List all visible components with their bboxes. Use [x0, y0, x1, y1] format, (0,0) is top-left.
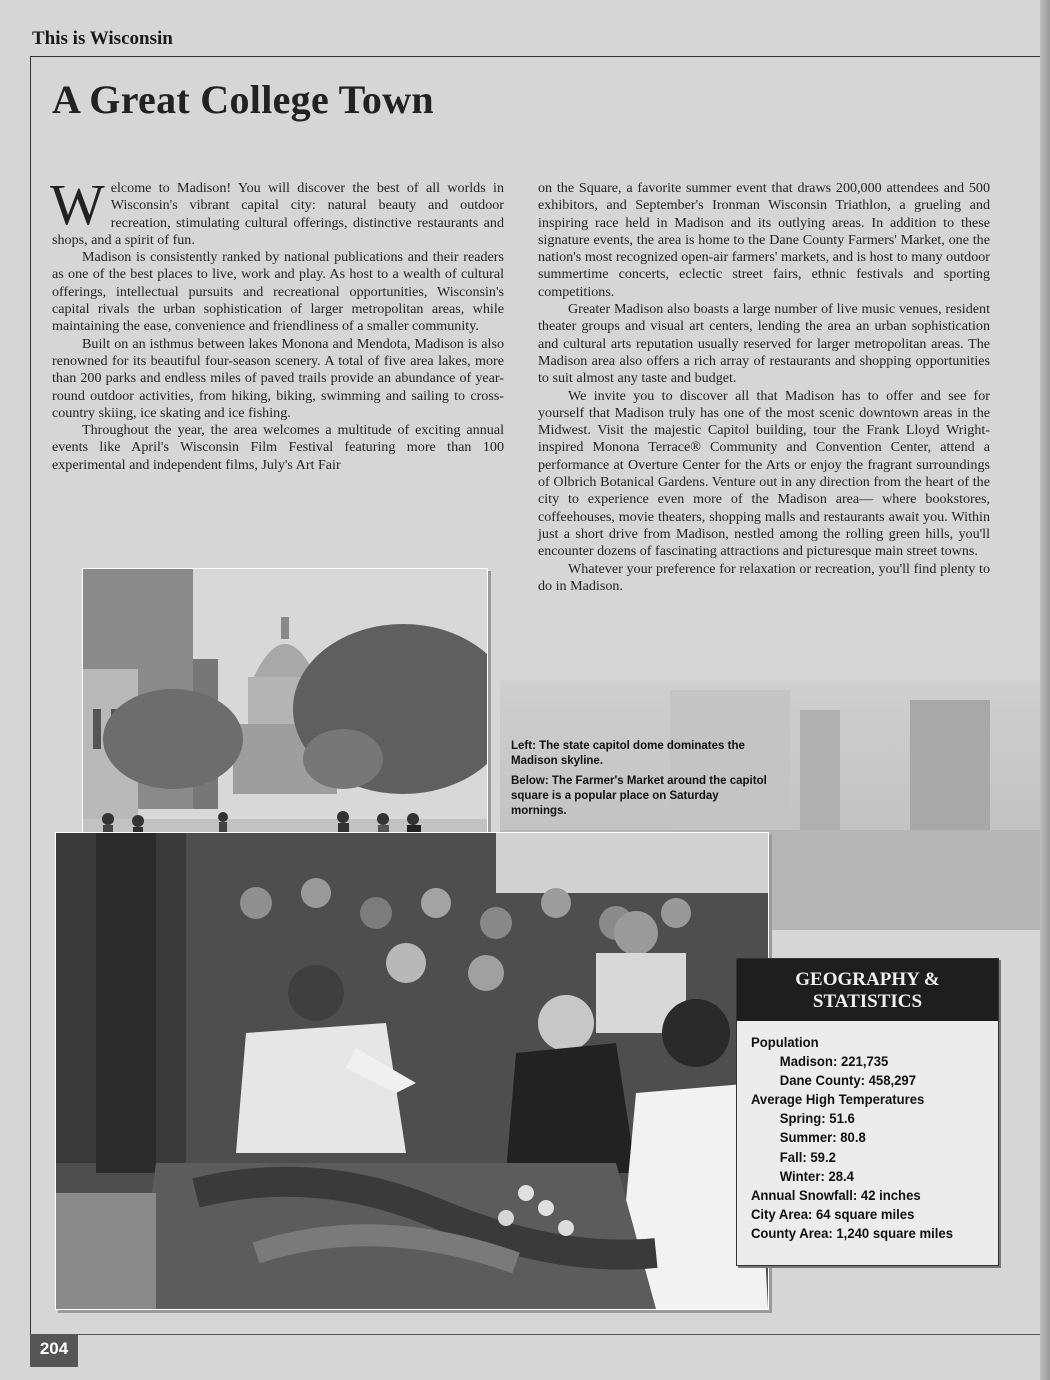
farmers-market-photo-image — [56, 833, 768, 1309]
frame-rule-bottom — [30, 1334, 1040, 1335]
frame-rule-left — [30, 56, 31, 1334]
stats-summer-temp: Summer: 80.8 — [779, 1129, 866, 1146]
stats-fall-temp: Fall: 59.2 — [779, 1148, 836, 1165]
stats-spring-temp: Spring: 51.6 — [779, 1110, 855, 1127]
capitol-photo — [82, 568, 488, 874]
article-column-left — [50, 172, 504, 474]
stats-title: GEOGRAPHY & STATISTICS — [737, 959, 998, 1021]
stats-population-label: Population — [750, 1034, 819, 1050]
section-label: This is Wisconsin — [32, 28, 173, 49]
geography-statistics-box — [736, 958, 999, 1266]
article-title: A Great College Town — [52, 77, 434, 122]
paragraph: Whatever your preference for relaxation or recreation, you'll find plenty to do in Madison. — [538, 560, 990, 594]
paragraph: Greater Madison also boasts a large number of live music venues, resident theater groups and visual art centers, lending the area an urban sophistication and cultural arts reputation usually reserved for larger metropolitan areas. The Madison area also offers a rich array of restaurants and shopping opportunities to suit almost any taste and budget. — [538, 301, 990, 387]
frame-rule-top — [30, 56, 1040, 57]
page-edge-shadow — [1040, 0, 1050, 1380]
capitol-photo-image — [83, 569, 487, 873]
article-column-right — [538, 180, 990, 595]
paragraph: on the Square, a favorite summer event that draws 200,000 attendees and 500 exhibitors, and September's Ironman Wisconsin Triathlon, a grueling and inspiring race held in Madison and its outlying areas. In addition to these signature events, the area is home to the Dane County Farmers' Market, one the nation's most recognized open-air farmers' markets, and is host to many outdoor summertime concerts, eclectic street fairs, ethnic festivals and sporting competitions. — [538, 180, 990, 300]
drop-cap: W — [50, 172, 105, 237]
stats-temperatures-label: Average High Temperatures — [750, 1091, 925, 1108]
paragraph: Built on an isthmus between lakes Monona and Mendota, Madison is also renowned for its beautiful four-season scenery. A total of five area lakes, more than 200 parks and endless miles of paved trails provide an abundance of year-round outdoor activities, from hiking, biking, swimming and sailing to cross-country skiing, ice skating and ice fishing. — [52, 335, 504, 421]
caption-market: Below: The Farmer's Market around the capitol square is a popular place on Saturday mornings. — [511, 775, 767, 817]
stats-city-area: City Area: 64 square miles — [750, 1205, 915, 1222]
stats-winter-temp: Winter: 28.4 — [779, 1167, 854, 1184]
caption-capitol: Left: The state capitol dome dominates the Madison skyline. — [511, 740, 745, 767]
stats-snowfall: Annual Snowfall: 42 inches — [750, 1186, 921, 1203]
stats-body — [737, 1021, 980, 1243]
paragraph: Throughout the year, the area welcomes a multitude of exciting annual events like April's Wisconsin Film Festival featuring more than 100 experimental and independent films, July's Art Fair — [52, 422, 504, 473]
stats-dane-county-population: Dane County: 458,297 — [779, 1072, 917, 1089]
paragraph: Welcome to Madison! You will discover the best of all worlds in Wisconsin's vibrant capital city: natural beauty and outdoor recreation, stimulating cultural offerings, distinctive restaurants and shops, and a spirit of fun. — [50, 172, 504, 248]
stats-madison-population: Madison: 221,735 — [779, 1053, 889, 1070]
page-number: 204 — [30, 1335, 78, 1367]
paragraph: Madison is consistently ranked by national publications and their readers as one of the best places to live, work and play. As host to a wealth of cultural offerings, intellectual pursuits and recreational opportunities, Wisconsin's capital rivals the urban sophistication of larger metropolitan areas, while maintaining the ease, convenience and friendliness of a smaller community. — [52, 249, 504, 335]
stats-county-area: County Area: 1,240 square miles — [750, 1224, 953, 1241]
farmers-market-photo — [55, 832, 769, 1310]
paragraph: We invite you to discover all that Madison has to offer and see for yourself that Madison truly has one of the most scenic downtown areas in the Midwest. Visit the majestic Capitol building, tour the Frank Lloyd Wright-inspired Monona Terrace® Community and Convention Center, attend a performance at Overture Center for the Arts or enjoy the fragrant surroundings of Olbrich Botanical Gardens. Venture out in any direction from the heart of the city to experience even more of the Madison area— where bookstores, coffeehouses, movie theaters, shopping malls and restaurants await you. Within just a short drive from Madison, nestled among the rolling green hills, you'll encounter dozens of fascinating attractions and picturesque main street towns. — [538, 387, 990, 560]
